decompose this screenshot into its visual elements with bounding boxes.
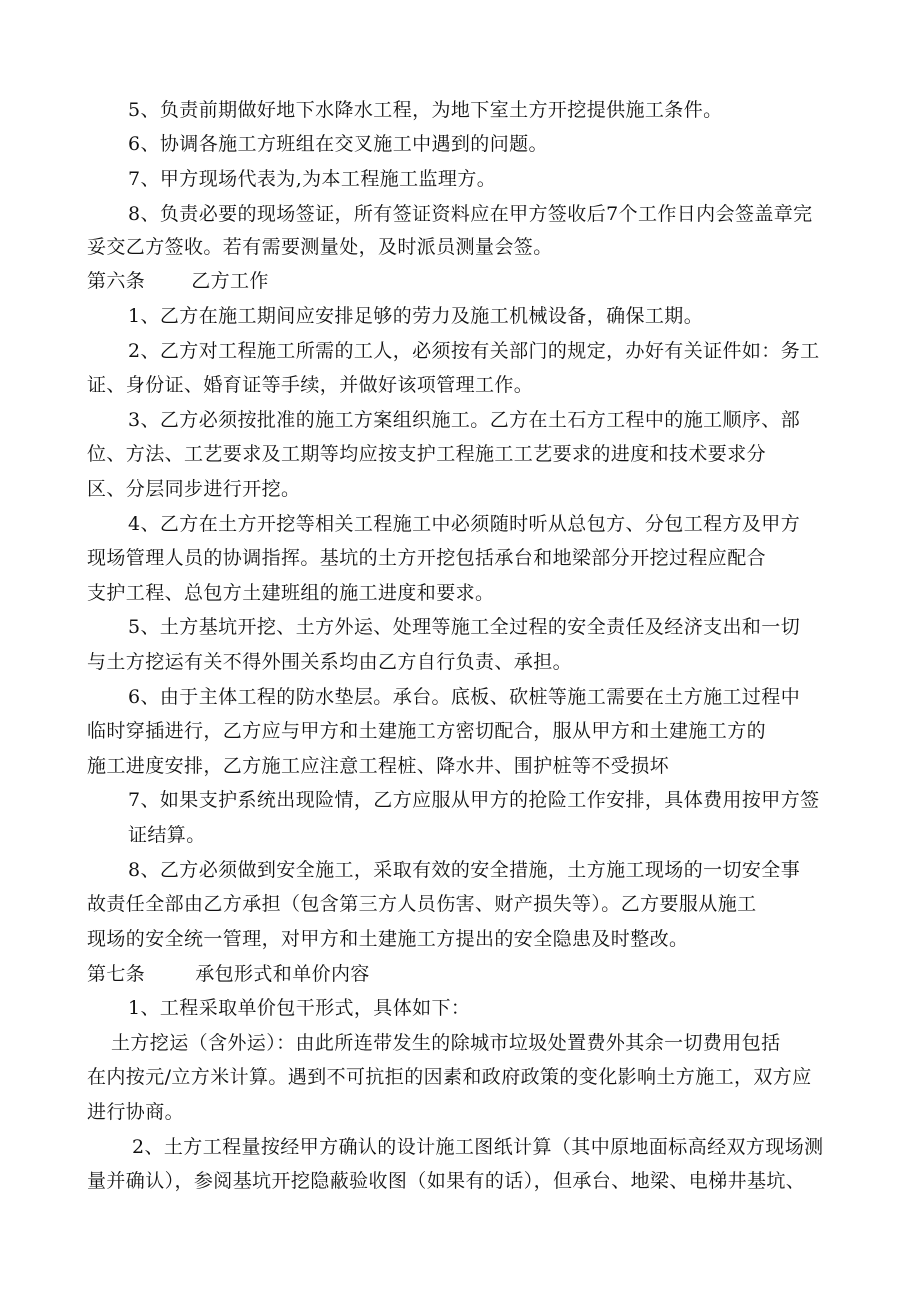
article-title: 乙方工作 xyxy=(191,270,269,292)
paragraph-line: 区、分层同步进行开挖。 xyxy=(87,478,301,500)
paragraph-line: 与土方挖运有关不得外围关系均由乙方自行负责、承担。 xyxy=(87,651,573,673)
paragraph-line: 量并确认），参阅基坑开挖隐蔽验收图（如果有的话），但承台、地梁、电梯井基坑、 xyxy=(87,1170,806,1192)
section-heading-7 xyxy=(87,961,370,987)
paragraph-line: 1、工程采取单价包干形式，具体如下： xyxy=(128,997,471,1019)
article-title: 承包形式和单价内容 xyxy=(195,963,370,985)
paragraph-line: 支护工程、总包方土建班组的施工进度和要求。 xyxy=(87,582,495,604)
paragraph-line: 证、身份证、婚育证等手续，并做好该项管理工作。 xyxy=(87,374,534,396)
paragraph-line: 8、负责必要的现场签证，所有签证资料应在甲方签收后7个工作日内会签盖章完 xyxy=(128,203,813,225)
paragraph-line: 5、负责前期做好地下水降水工程，为地下室土方开挖提供施工条件。 xyxy=(128,99,723,121)
paragraph-line: 3、乙方必须按批准的施工方案组织施工。乙方在土石方工程中的施工顺序、部 xyxy=(128,409,801,431)
paragraph-line: 进行协商。 xyxy=(87,1101,185,1123)
paragraph-line: 7、如果支护系统出现险情，乙方应服从甲方的抢险工作安排，具体费用按甲方签 xyxy=(128,789,820,811)
paragraph-line: 现场管理人员的协调指挥。基坑的土方开挖包括承台和地梁部分开挖过程应配合 xyxy=(87,547,767,569)
paragraph-line: 6、协调各施工方班组在交叉施工中遇到的问题。 xyxy=(128,133,548,155)
paragraph-line: 临时穿插进行，乙方应与甲方和土建施工方密切配合，服从甲方和土建施工方的 xyxy=(87,720,767,742)
paragraph-line: 在内按元/立方米计算。遇到不可抗拒的因素和政府政策的变化影响土方施工，双方应 xyxy=(87,1066,812,1088)
paragraph-line: 2、土方工程量按经甲方确认的设计施工图纸计算（其中原地面标高经双方现场测 xyxy=(132,1136,824,1158)
paragraph-line: 1、乙方在施工期间应安排足够的劳力及施工机械设备，确保工期。 xyxy=(128,305,704,327)
paragraph-line: 现场的安全统一管理，对甲方和土建施工方提出的安全隐患及时整改。 xyxy=(87,928,689,950)
paragraph-line: 2、乙方对工程施工所需的工人，必须按有关部门的规定，办好有关证件如：务工 xyxy=(128,340,820,362)
paragraph-line: 6、由于主体工程的防水垫层。承台。底板、砍桩等施工需要在土方施工过程中 xyxy=(128,686,801,708)
paragraph-line: 位、方法、工艺要求及工期等均应按支护工程施工工艺要求的进度和技术要求分 xyxy=(87,443,767,465)
paragraph-line: 8、乙方必须做到安全施工，采取有效的安全措施，土方施工现场的一切安全事 xyxy=(128,859,801,881)
paragraph-line: 施工进度安排，乙方施工应注意工程桩、降水井、围护桩等不受损坏 xyxy=(87,755,670,777)
paragraph-line: 7、甲方现场代表为,为本工程施工监理方。 xyxy=(128,168,497,190)
paragraph-line: 证结算。 xyxy=(128,824,206,846)
paragraph-line: 4、乙方在土方开挖等相关工程施工中必须随时听从总包方、分包工程方及甲方 xyxy=(128,513,801,535)
paragraph-line: 5、土方基坑开挖、土方外运、处理等施工全过程的安全责任及经济支出和一切 xyxy=(128,616,801,638)
article-number: 第七条 xyxy=(87,963,146,985)
paragraph-line: 故责任全部由乙方承担（包含第三方人员伤害、财产损失等）。乙方要服从施工 xyxy=(87,893,757,915)
paragraph-line: 土方挖运（含外运）：由此所连带发生的除城市垃圾处置费外其余一切费用包括 xyxy=(111,1032,781,1054)
article-number: 第六条 xyxy=(87,270,146,292)
paragraph-line: 妥交乙方签收。若有需要测量处，及时派员测量会签。 xyxy=(87,236,553,258)
section-heading-6 xyxy=(87,268,269,294)
